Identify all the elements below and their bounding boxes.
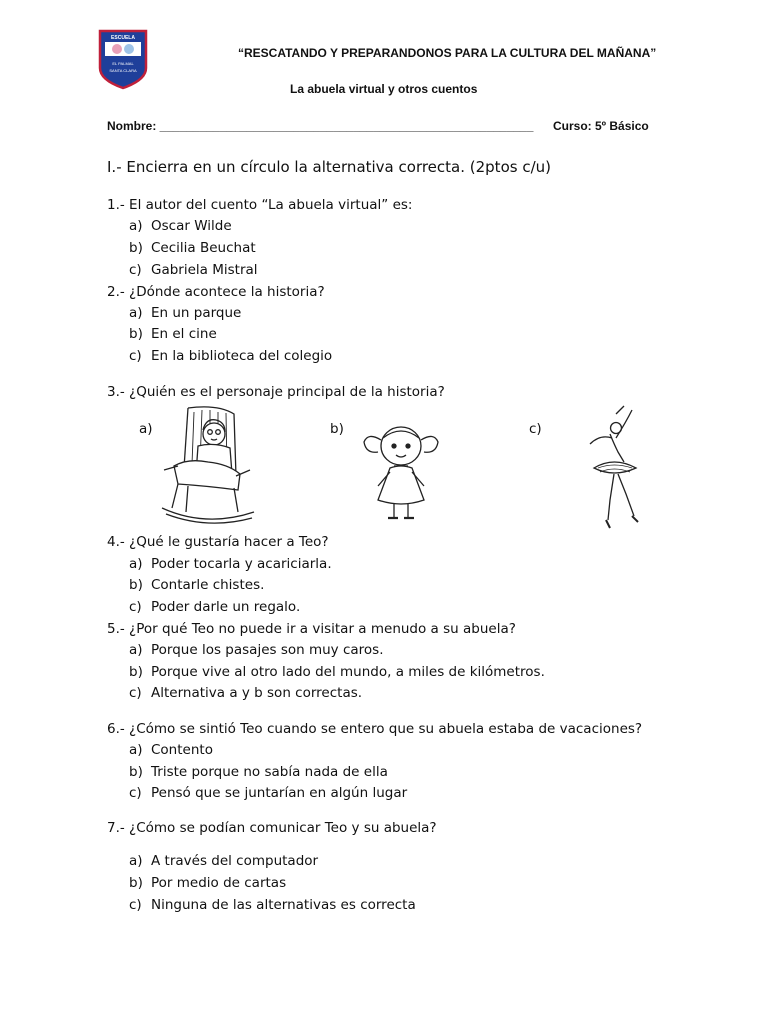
option-text: Pensó que se juntarían en algún lugar <box>151 785 408 801</box>
ballerina-image <box>580 404 650 539</box>
option-text: Poder tocarla y acariciarla. <box>151 556 332 572</box>
option-text: Ninguna de las alternativas es correcta <box>151 897 416 913</box>
q5-option-c <box>129 685 362 701</box>
option-text: Gabriela Mistral <box>151 262 258 278</box>
option-letter: b) <box>129 664 143 680</box>
option-text: Porque vive al otro lado del mundo, a miles de kilómetros. <box>151 664 545 680</box>
option-text: Por medio de cartas <box>151 875 287 891</box>
q5-option-b <box>129 664 545 680</box>
option-letter: a) <box>129 853 143 869</box>
option-letter: b) <box>129 577 143 593</box>
q6-option-a <box>129 742 213 758</box>
option-letter: a) <box>129 556 143 572</box>
question-5: 5.- ¿Por qué Teo no puede ir a visitar a menudo a su abuela? <box>107 621 516 637</box>
question-3: 3.- ¿Quién es el personaje principal de la historia? <box>107 384 445 400</box>
q7-option-b <box>129 875 286 891</box>
option-letter: c) <box>129 785 142 801</box>
q1-option-a <box>129 218 232 234</box>
q2-option-a <box>129 305 241 321</box>
name-field: Nombre: ________________________________________________________ <box>107 119 534 133</box>
q3-option-b-letter: b) <box>330 421 344 437</box>
option-text: En un parque <box>151 305 242 321</box>
option-text: Contento <box>151 742 213 758</box>
q2-option-c <box>129 348 332 364</box>
q4-option-a <box>129 556 332 572</box>
question-1: 1.- El autor del cuento “La abuela virtual” es: <box>107 197 413 213</box>
option-text: Contarle chistes. <box>151 577 265 593</box>
course-label: Curso: 5º Básico <box>553 119 649 133</box>
question-2: 2.- ¿Dónde acontece la historia? <box>107 284 325 300</box>
option-text: Alternativa a y b son correctas. <box>151 685 363 701</box>
school-logo <box>97 28 149 90</box>
section-title: I.- Encierra en un círculo la alternativa correcta. (2ptos c/u) <box>107 158 551 176</box>
school-motto: “RESCATANDO Y PREPARANDONOS PARA LA CULTURA DEL MAÑANA” <box>238 46 657 60</box>
option-text: Cecilia Beuchat <box>151 240 256 256</box>
q7-option-c <box>129 897 416 913</box>
option-text: Triste porque no sabía nada de ella <box>151 764 388 780</box>
option-text: En el cine <box>151 326 217 342</box>
option-letter: b) <box>129 875 143 891</box>
option-letter: a) <box>129 742 143 758</box>
option-letter: c) <box>129 685 142 701</box>
option-letter: c) <box>129 897 142 913</box>
q6-option-c <box>129 785 407 801</box>
q4-option-b <box>129 577 264 593</box>
logo-text-bottom: SANTA CLARA <box>109 68 137 73</box>
question-4: 4.- ¿Qué le gustaría hacer a Teo? <box>107 534 329 550</box>
q5-option-a <box>129 642 383 658</box>
q3-option-c-letter: c) <box>529 421 542 437</box>
girl-with-pigtails-image <box>356 418 446 529</box>
grandmother-rocking-chair-image <box>158 404 258 531</box>
question-7: 7.- ¿Cómo se podían comunicar Teo y su abuela? <box>107 820 437 836</box>
q2-option-b <box>129 326 217 342</box>
worksheet-title: La abuela virtual y otros cuentos <box>290 82 478 96</box>
q1-option-c <box>129 262 258 278</box>
option-letter: b) <box>129 240 143 256</box>
option-letter: a) <box>129 305 143 321</box>
logo-text-mid: EL PALMAL <box>112 61 134 66</box>
logo-text-top: ESCUELA <box>111 35 135 41</box>
option-letter: b) <box>129 326 143 342</box>
q3-option-a-letter: a) <box>139 421 153 437</box>
option-letter: b) <box>129 764 143 780</box>
option-letter: c) <box>129 599 142 615</box>
option-text: Oscar Wilde <box>151 218 232 234</box>
option-text: Porque los pasajes son muy caros. <box>151 642 384 658</box>
q6-option-b <box>129 764 388 780</box>
q1-option-b <box>129 240 256 256</box>
option-letter: a) <box>129 642 143 658</box>
q7-option-a <box>129 853 318 869</box>
option-text: En la biblioteca del colegio <box>151 348 333 364</box>
option-letter: c) <box>129 262 142 278</box>
option-letter: c) <box>129 348 142 364</box>
option-text: Poder darle un regalo. <box>151 599 301 615</box>
option-letter: a) <box>129 218 143 234</box>
question-6: 6.- ¿Cómo se sintió Teo cuando se entero que su abuela estaba de vacaciones? <box>107 721 643 737</box>
option-text: A través del computador <box>151 853 319 869</box>
q4-option-c <box>129 599 300 615</box>
